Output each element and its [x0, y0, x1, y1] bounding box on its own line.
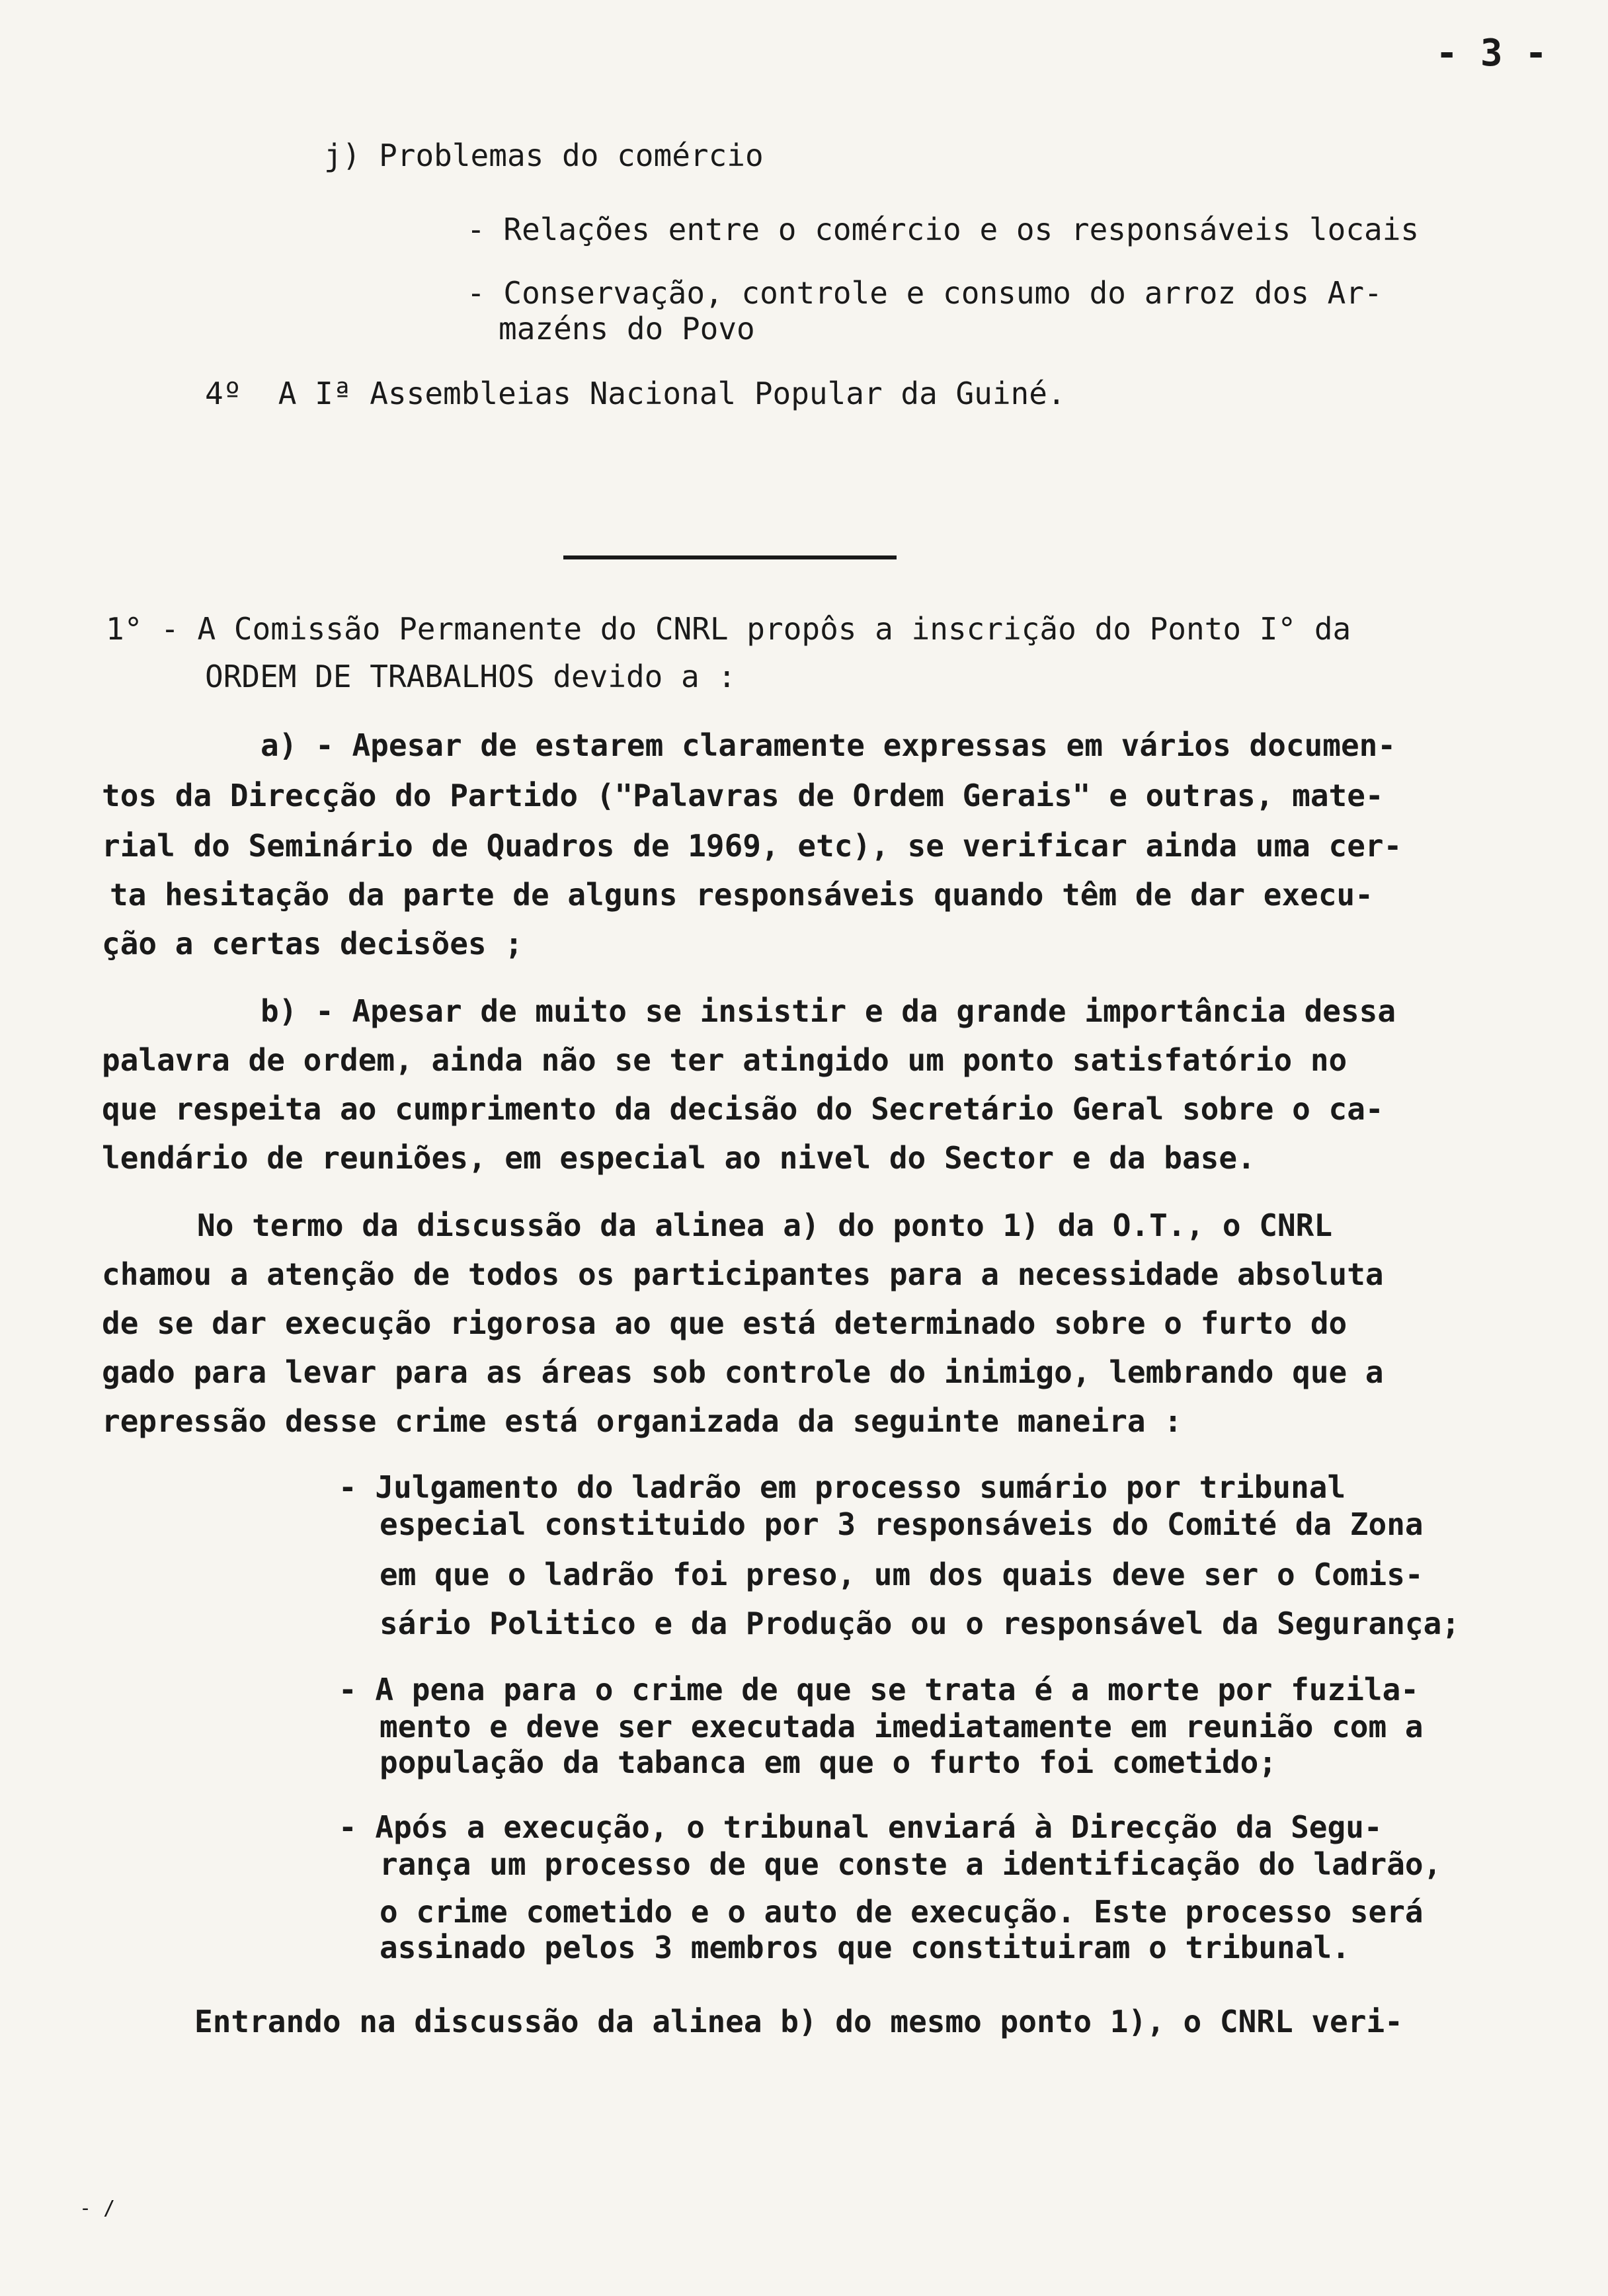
para2-line1: No termo da discussão da alinea a) do ponto 1) da O.T., o CNRL — [197, 1208, 1333, 1243]
bullet1-line2: especial constituido por 3 responsáveis do Comité da Zona — [380, 1506, 1424, 1542]
para2-line2: chamou a atenção de todos os participantes para a necessidade absoluta — [102, 1256, 1384, 1292]
agenda-j-item2-a: - Conservação, controle e consumo do arroz dos Ar- — [467, 275, 1383, 311]
margin-mark: - / — [79, 2197, 116, 2220]
para-b-line4: lendário de reuniões, em especial ao nivel do Sector e da base. — [102, 1140, 1256, 1176]
agenda-j-item2-b: mazéns do Povo — [499, 311, 755, 347]
para-b-line2: palavra de ordem, ainda não se ter atingido um ponto satisfatório no — [102, 1042, 1347, 1078]
para2-line4: gado para levar para as áreas sob controle do inimigo, lembrando que a — [102, 1354, 1384, 1390]
para-a-line2: tos da Direcção do Partido ("Palavras de Ordem Gerais" e outras, mate- — [102, 778, 1384, 813]
para2-line5: repressão desse crime está organizada da seguinte maneira : — [102, 1403, 1182, 1439]
bullet1-line1: - Julgamento do ladrão em processo sumário por tribunal — [339, 1469, 1346, 1505]
para-b-line1: b) - Apesar de muito se insistir e da grande importância dessa — [261, 993, 1396, 1029]
para3-line1: Entrando na discussão da alinea b) do mesmo ponto 1), o CNRL veri- — [194, 2004, 1403, 2039]
agenda-j-title: j) Problemas do comércio — [324, 138, 764, 173]
para1-line1: 1° - A Comissão Permanente do CNRL propôs a inscrição do Ponto I° da — [106, 611, 1351, 647]
para-a-line1: a) - Apesar de estarem claramente expressas em vários documen- — [261, 727, 1396, 763]
agenda-item4: 4º A Iª Assembleias Nacional Popular da Guiné. — [205, 376, 1066, 411]
para-a-line5: ção a certas decisões ; — [102, 926, 523, 962]
bullet2-line3: população da tabanca em que o furto foi cometido; — [380, 1744, 1277, 1780]
para-a-line4: ta hesitação da parte de alguns responsáveis quando têm de dar execu- — [110, 877, 1373, 913]
bullet3-line4: assinado pelos 3 membros que constituiram o tribunal. — [380, 1930, 1350, 1965]
bullet2-line2: mento e deve ser executada imediatamente em reunião com a — [380, 1709, 1424, 1744]
bullet1-line3: em que o ladrão foi preso, um dos quais deve ser o Comis- — [380, 1557, 1424, 1592]
section-divider — [563, 555, 897, 559]
bullet2-line1: - A pena para o crime de que se trata é a morte por fuzila- — [339, 1672, 1419, 1707]
para-a-line3: rial do Seminário de Quadros de 1969, etc), se verificar ainda uma cer- — [102, 828, 1402, 864]
page-number: - 3 - — [1435, 32, 1547, 75]
para1-line2: ORDEM DE TRABALHOS devido a : — [205, 659, 737, 694]
para2-line3: de se dar execução rigorosa ao que está determinado sobre o furto do — [102, 1305, 1347, 1341]
para-b-line3: que respeita ao cumprimento da decisão do Secretário Geral sobre o ca- — [102, 1091, 1384, 1127]
bullet1-line4: sário Politico e da Produção ou o responsável da Segurança; — [380, 1606, 1460, 1641]
bullet3-line2: rança um processo de que conste a identificação do ladrão, — [380, 1846, 1442, 1882]
bullet3-line3: o crime cometido e o auto de execução. Este processo será — [380, 1894, 1424, 1930]
agenda-j-item1: - Relações entre o comércio e os responsáveis locais — [467, 212, 1420, 247]
bullet3-line1: - Após a execução, o tribunal enviará à Direcção da Segu- — [339, 1809, 1383, 1845]
